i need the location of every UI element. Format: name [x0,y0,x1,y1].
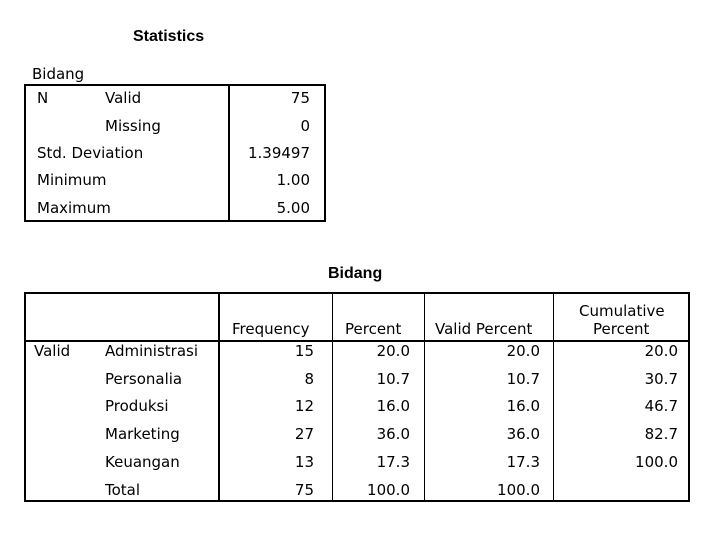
row-valid-percent-total: 100.0 [497,481,540,499]
row-frequency-total: 75 [294,481,314,499]
row-percent: 16.0 [376,397,410,415]
row-frequency: 15 [294,342,314,360]
header-cumulative-percent: Percent [593,320,650,338]
row-category: Personalia [105,370,183,388]
row-category: Produksi [105,397,169,415]
row-category: Keuangan [105,453,180,471]
row-percent: 36.0 [376,425,410,443]
row-valid-percent: 10.7 [506,370,540,388]
row-percent: 20.0 [376,342,410,360]
row-cumulative: 30.7 [644,370,678,388]
row-frequency: 8 [304,370,314,388]
row-valid-percent: 16.0 [506,397,540,415]
frequency-col-divider [553,292,554,502]
row-frequency: 12 [294,397,314,415]
frequency-title: Bidang [328,265,383,282]
row-cumulative: 82.7 [644,425,678,443]
stat-label: Minimum [37,171,107,189]
header-valid-percent: Valid Percent [435,320,533,338]
stat-sublabel: Valid [105,89,142,107]
group-label-valid: Valid [34,342,71,360]
frequency-col-divider [332,292,333,502]
row-cumulative: 100.0 [635,453,678,471]
stat-value: 0 [300,117,310,135]
header-cumulative: Cumulative [579,302,665,320]
statistics-variable-label: Bidang [32,65,85,83]
row-cumulative: 46.7 [644,397,678,415]
row-category: Marketing [105,425,180,443]
stat-label: Std. Deviation [37,144,144,162]
stat-sublabel: Missing [105,117,161,135]
row-category-total: Total [105,481,141,499]
row-valid-percent: 17.3 [506,453,540,471]
frequency-label-divider [218,292,220,502]
row-percent-total: 100.0 [367,481,410,499]
row-frequency: 13 [294,453,314,471]
row-percent: 10.7 [376,370,410,388]
stat-value: 1.39497 [247,144,310,162]
row-valid-percent: 36.0 [506,425,540,443]
frequency-col-divider [424,292,425,502]
stat-label: Maximum [37,199,111,217]
row-category: Administrasi [105,342,199,360]
stat-value: 75 [290,89,310,107]
header-percent: Percent [345,320,402,338]
row-frequency: 27 [294,425,314,443]
row-cumulative: 20.0 [644,342,678,360]
statistics-title: Statistics [133,28,205,45]
header-frequency: Frequency [232,320,310,338]
stat-value: 1.00 [276,171,310,189]
row-percent: 17.3 [376,453,410,471]
stat-value: 5.00 [276,199,310,217]
stat-label: N [37,89,49,107]
row-valid-percent: 20.0 [506,342,540,360]
